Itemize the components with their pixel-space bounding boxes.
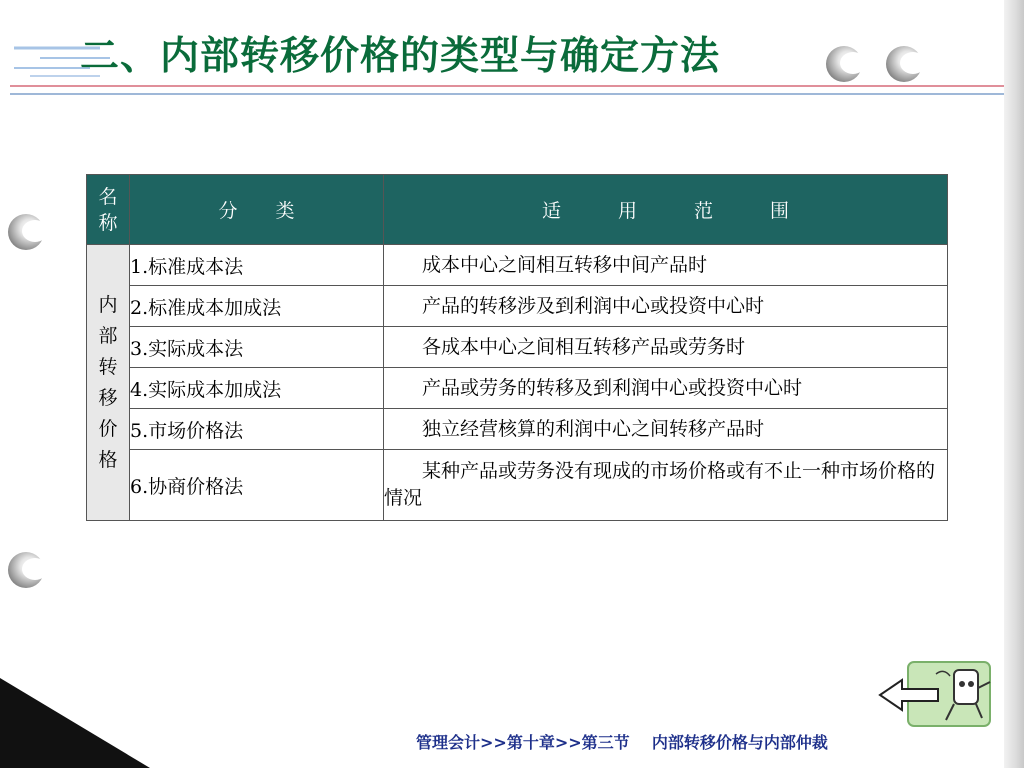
table-header-row	[87, 175, 948, 245]
back-arrow-icon[interactable]	[876, 660, 994, 730]
row-group-label: 内 部 转 移 价 格	[87, 245, 130, 521]
table-row	[87, 409, 948, 450]
ring-icon	[8, 552, 44, 588]
scope-cell: 独立经营核算的利润中心之间转移产品时	[384, 409, 948, 450]
slide-title: 二、内部转移价格的类型与确定方法	[80, 33, 721, 79]
column-header-scope: 适 用 范 围	[384, 175, 948, 245]
column-header-name: 名 称	[87, 175, 130, 245]
category-cell: 3.实际成本法	[130, 327, 384, 368]
scope-cell: 产品或劳务的转移及到利润中心或投资中心时	[384, 368, 948, 409]
transfer-price-table	[86, 174, 948, 521]
table-row	[87, 450, 948, 521]
ring-icon	[826, 46, 862, 82]
table-row	[87, 327, 948, 368]
ring-icon	[886, 46, 922, 82]
table-row	[87, 368, 948, 409]
category-cell: 2.标准成本加成法	[130, 286, 384, 327]
ring-icon	[8, 214, 44, 250]
category-cell: 4.实际成本加成法	[130, 368, 384, 409]
scope-cell: 各成本中心之间相互转移产品或劳务时	[384, 327, 948, 368]
column-header-category: 分 类	[130, 175, 384, 245]
slide-footer: 管理会计>>第十章>>第三节 内部转移价格与内部仲裁	[416, 733, 828, 752]
table-row	[87, 245, 948, 286]
category-cell: 5.市场价格法	[130, 409, 384, 450]
category-cell: 6.协商价格法	[130, 450, 384, 521]
table-row	[87, 286, 948, 327]
corner-decoration	[0, 678, 150, 768]
scope-cell: 某种产品或劳务没有现成的市场价格或有不止一种市场价格的情况	[384, 450, 948, 521]
scope-cell: 产品的转移涉及到利润中心或投资中心时	[384, 286, 948, 327]
category-cell: 1.标准成本法	[130, 245, 384, 286]
scope-cell: 成本中心之间相互转移中间产品时	[384, 245, 948, 286]
right-edge-strip	[1004, 0, 1024, 768]
